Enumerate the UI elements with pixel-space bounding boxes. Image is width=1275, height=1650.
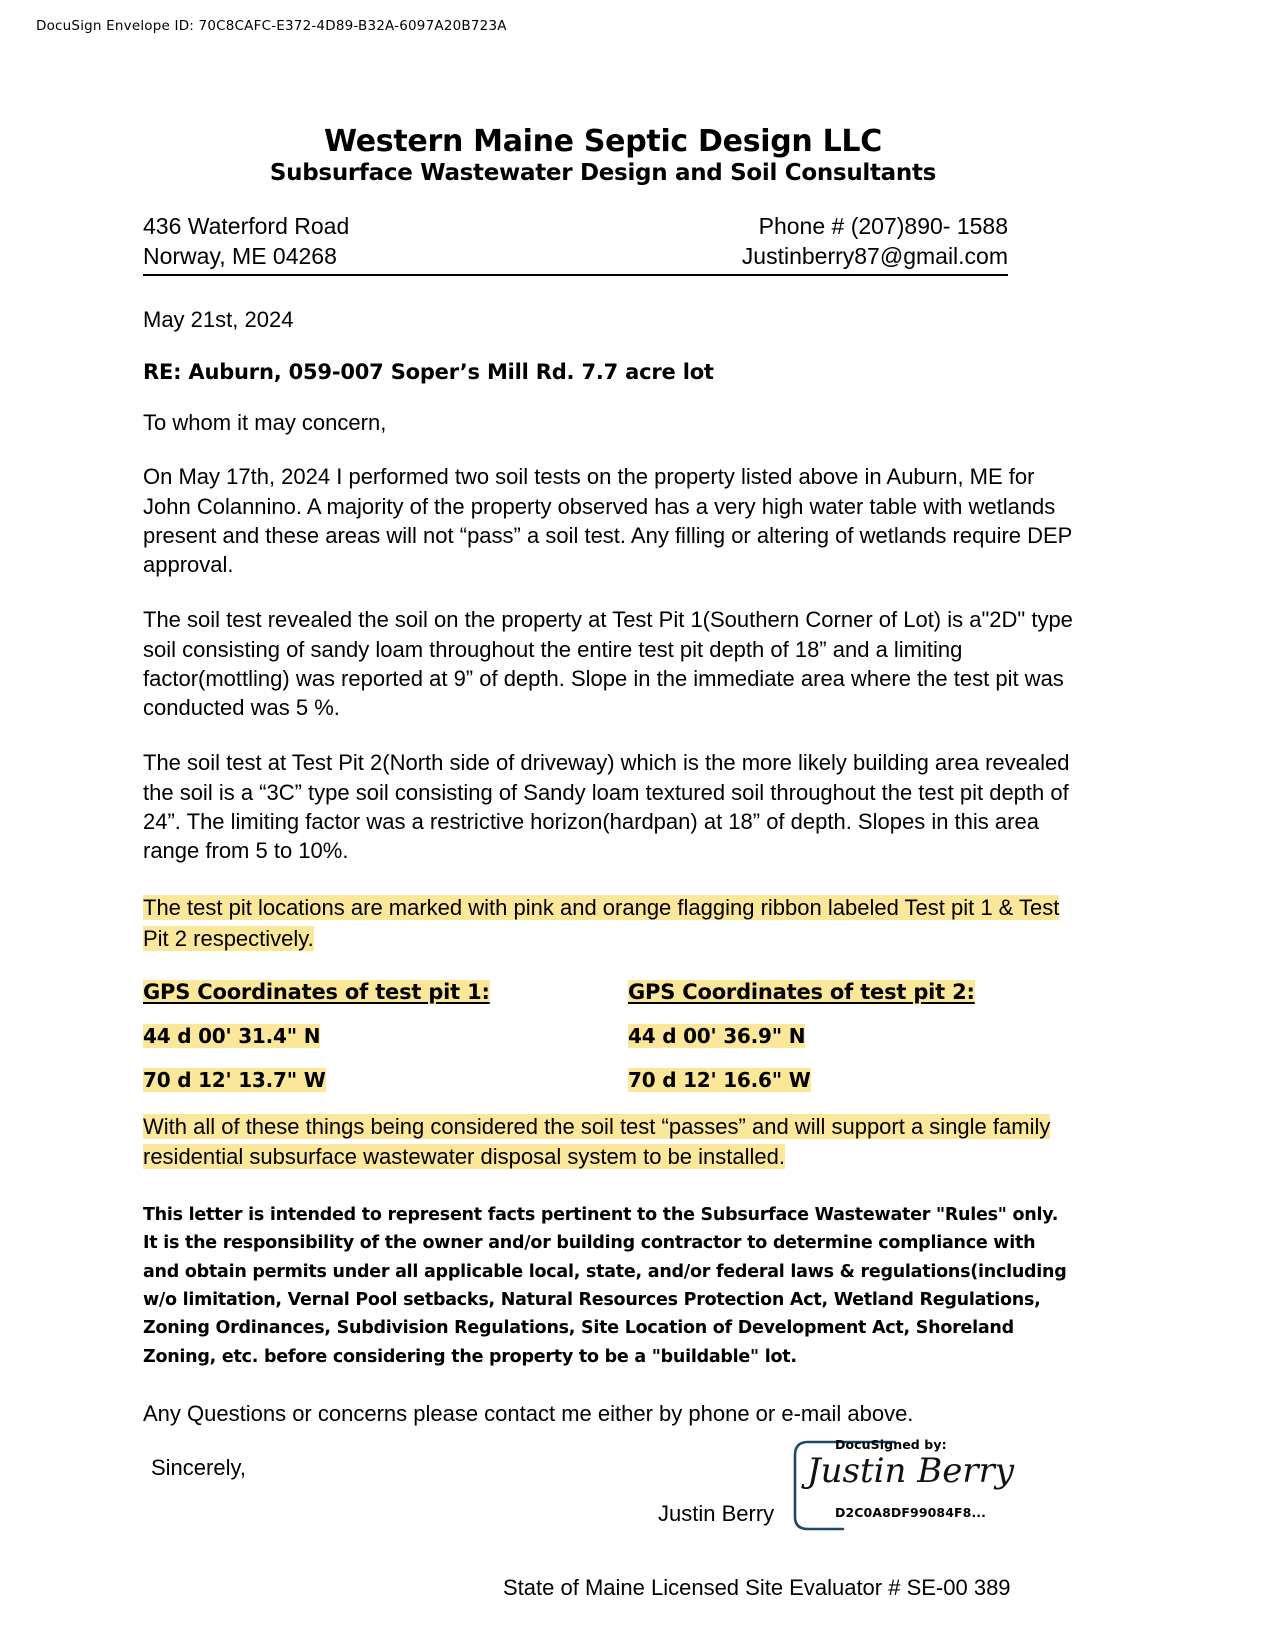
docusigned-by-label: DocuSigned by: xyxy=(835,1436,947,1452)
signature-area xyxy=(143,1436,1063,1539)
docusign-signature-block xyxy=(783,1436,1083,1535)
gps-pit1-lat-cell xyxy=(143,1024,628,1048)
paragraph-overview: On May 17th, 2024 I performed two soil tests on the property listed above in Auburn, ME for John Colannino. A majority of the property observed has a very high water table with wetlands present and these areas will not “pass” a soil test. Any filling or altering of wetlands require DEP approval. xyxy=(143,464,1072,578)
re-subject-line: RE: Auburn, 059-007 Soper’s Mill Rd. 7.7 acre lot xyxy=(143,360,714,385)
email-address: Justinberry87@gmail.com xyxy=(741,242,1008,269)
gps-pit2-lon-cell xyxy=(628,1068,1078,1092)
paragraph-disclaimer: This letter is intended to represent facts pertinent to the Subsurface Wastewater "Rules" only. It is the responsibility of the owner and/or building contractor to determine compliance with and obtain permits under all applicable local, state, and/or federal laws & regulations(including w/o limitation, Vernal Pool setbacks, Natural Resources Protection Act, Wetland Regulations, Zoning Ordinances, Subdivision Regulations, Site Location of Development Act, Shoreland Zoning, etc. before considering the property to be a "buildable" lot. xyxy=(143,1204,1067,1367)
gps-longitude-row xyxy=(143,1068,1078,1092)
gps-pit2-column-heading xyxy=(628,980,1078,1004)
phone-number: Phone # (207)890- 1588 xyxy=(758,213,1008,240)
gps-pit2-heading: GPS Coordinates of test pit 2: xyxy=(628,980,975,1005)
paragraph-flagging-note xyxy=(143,893,1078,954)
gps-pit2-latitude: 44 d 00' 36.9" N xyxy=(628,1024,806,1049)
address-line-2: Norway, ME 04268 xyxy=(143,242,337,269)
license-evaluator-line: State of Maine Licensed Site Evaluator # SE-00 389 xyxy=(503,1574,1011,1600)
paragraph-test-pit-2: The soil test at Test Pit 2(North side of driveway) which is the more likely building area revealed the soil is a “3C” type soil consisting of Sandy loam textured soil throughout the test pit depth of 24”. The limiting factor was a restrictive horizon(hardpan) at 18” of depth. Slopes in this area range from 5 to 10%. xyxy=(143,750,1070,864)
gps-pit2-longitude: 70 d 12' 16.6" W xyxy=(628,1068,811,1093)
gps-pit1-heading: GPS Coordinates of test pit 1: xyxy=(143,980,490,1005)
paragraph-test-pit-1: The soil test revealed the soil on the property at Test Pit 1(Southern Corner of Lot) is a"2D" type soil consisting of sandy loam throughout the entire test pit depth of 18” and a limiting factor(mottling) was reported at 9” of depth. Slope in the immediate area where the test pit was conducted was 5 %. xyxy=(143,607,1073,721)
docusign-envelope-id: DocuSign Envelope ID: 70C8CAFC-E372-4D89-B32A-6097A20B723A xyxy=(36,18,507,34)
company-name: Western Maine Septic Design LLC xyxy=(324,124,882,159)
printed-signer-name: Justin Berry xyxy=(658,1500,775,1526)
contact-row-2 xyxy=(143,242,1008,272)
paragraph-questions: Any Questions or concerns please contact me either by phone or e-mail above. xyxy=(143,1400,914,1426)
company-tagline: Subsurface Wastewater Design and Soil Consultants xyxy=(269,159,937,186)
signature-hash-id: D2C0A8DF99084F8... xyxy=(835,1504,987,1520)
gps-latitude-row xyxy=(143,1024,1078,1048)
letter-date: May 21st, 2024 xyxy=(143,306,294,332)
gps-heading-row xyxy=(143,980,1078,1004)
gps-pit1-latitude: 44 d 00' 31.4" N xyxy=(143,1024,321,1049)
flagging-note-highlight: The test pit locations are marked with pink and orange flagging ribbon labeled Test pit 1 & Test Pit 2 respectively. xyxy=(143,895,1060,951)
contact-block xyxy=(143,212,1008,276)
paragraph-closing-statement xyxy=(143,1112,1083,1173)
signature-script: Justin Berry xyxy=(807,1450,1015,1491)
salutation: To whom it may concern, xyxy=(143,410,387,436)
contact-row-1 xyxy=(143,212,1008,242)
gps-coordinates-section xyxy=(143,980,1078,1092)
gps-pit1-column-heading xyxy=(143,980,628,1004)
gps-pit1-lon-cell xyxy=(143,1068,628,1092)
closing-statement-highlight: With all of these things being considered the soil test “passes” and will support a single family residential subsurface wastewater disposal system to be installed. xyxy=(143,1114,1051,1170)
address-line-1: 436 Waterford Road xyxy=(143,213,350,240)
letterhead xyxy=(143,125,1063,186)
sincerely-line: Sincerely, xyxy=(151,1454,246,1480)
letter-content xyxy=(143,124,1073,1601)
gps-pit1-longitude: 70 d 12' 13.7" W xyxy=(143,1068,326,1093)
gps-pit2-lat-cell xyxy=(628,1024,1078,1048)
